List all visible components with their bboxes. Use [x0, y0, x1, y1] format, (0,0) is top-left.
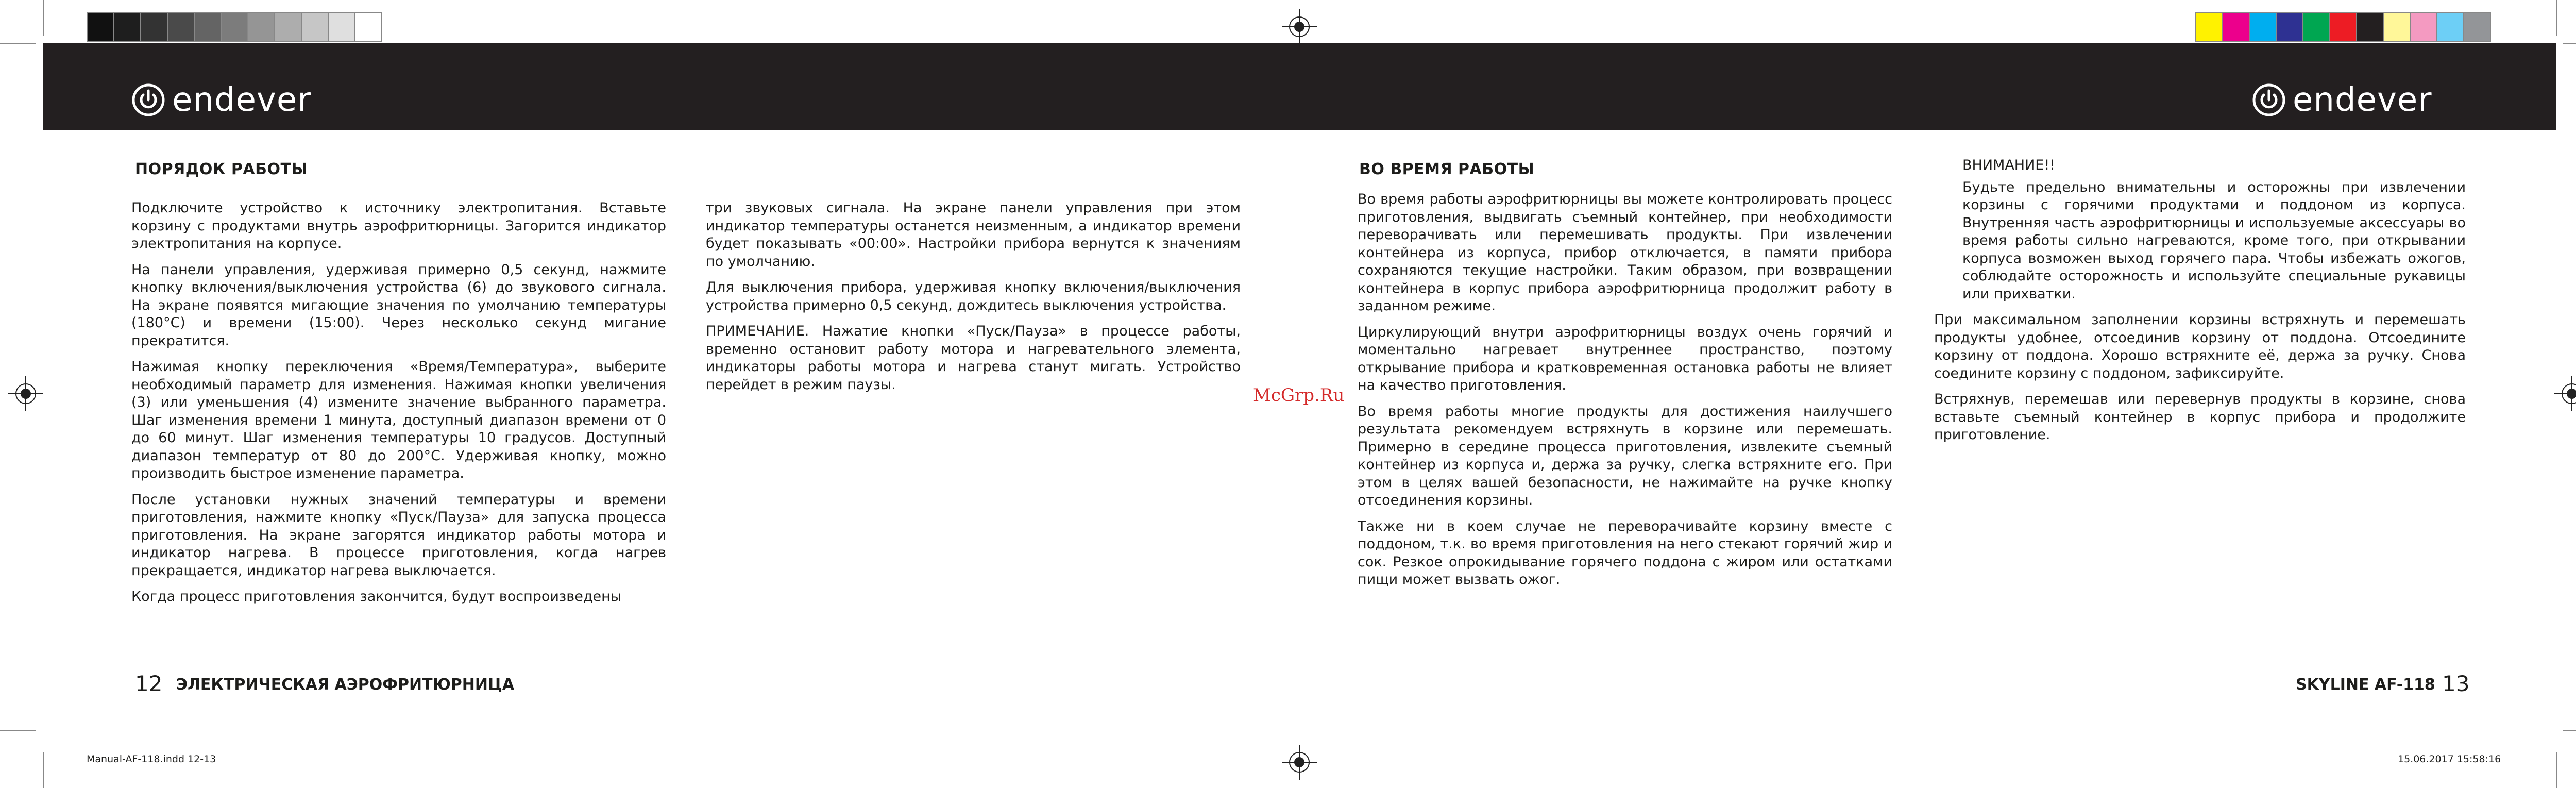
paragraph: Подключите устройство к источнику электропитания. Вставьте корзину с продуктами внутрь аэрофритюрницы. Загорится индикатор электропитания на корпусе. — [131, 200, 666, 252]
text-column-right-2 — [1934, 157, 2466, 452]
watermark: McGrp.Ru — [1253, 385, 1345, 406]
warning-title: ВНИМАНИЕ!! — [1962, 157, 2055, 173]
color-swatch — [221, 12, 248, 42]
color-swatch — [328, 12, 355, 42]
brand-logo-left — [132, 81, 312, 119]
crop-mark — [0, 730, 36, 731]
color-swatch — [354, 12, 382, 42]
color-swatch — [87, 12, 114, 42]
footer-title-left: ЭЛЕКТРИЧЕСКАЯ АЭРОФРИТЮРНИЦА — [176, 676, 515, 694]
crop-mark — [2556, 752, 2557, 788]
paragraph: три звуковых сигнала. На экране панели управления при этом индикатор температуры останется неизменным, а индикатор времени будет показывать «00:00». Настройки прибора вернутся к значениям по умолчанию. — [706, 200, 1241, 270]
paragraph: Во время работы многие продукты для достижения наилучшего результата рекомендуем встряхнуть в корзине или перемешать. Примерно в середине процесса приготовления, извлеките съемный контейнер из корпуса и, держа за ручку, слегка встряхните его. При этом в целях вашей безопасности, не нажимайте на ручке кнопку отсоединения корзины. — [1358, 403, 1892, 508]
grayscale-color-bar — [87, 12, 381, 42]
color-swatch — [2222, 12, 2250, 42]
color-swatch — [2383, 12, 2411, 42]
color-swatch — [2463, 12, 2491, 42]
paragraph: Когда процесс приготовления закончится, будут воспроизведены — [131, 589, 622, 605]
paragraph: ПРИМЕЧАНИЕ. Нажатие кнопки «Пуск/Пауза» в процессе работы, временно остановит работу мотора и нагревательного элемента, индикаторы работы мотора и нагрева станут мигать. Устройство перейдет в режим паузы. — [706, 323, 1241, 393]
color-swatch — [2302, 12, 2330, 42]
paragraph: Нажимая кнопку переключения «Время/Температура», выберите необходимый параметр для изменения. Нажимая кнопки увеличения (3) или уменьшения (4) измените значение выбранного параметра. Шаг изменения времени 1 минута, доступный диапазон времени от 0 до 60 минут. Шаг изменения температуры 10 градусов. Доступный диапазон температур от 80 до 200°C. Удерживая кнопку, можно производить быстрое изменение параметра. — [131, 359, 666, 481]
color-swatch — [2410, 12, 2437, 42]
registration-mark-top — [1289, 16, 1310, 37]
header-band — [43, 43, 2556, 130]
paragraph: Циркулирующий внутри аэрофритюрницы воздух очень горячий и моментально нагревает внутреннее пространство, поэтому открывание прибора и кратковременная остановка работы не влияет на качество приготовления. — [1358, 324, 1892, 393]
brand-logo-right — [2252, 81, 2432, 119]
paragraph: Во время работы аэрофритюрницы вы можете контролировать процесс приготовления, выдвигать съемный контейнер, при необходимости переворачивать или перемешивать продукты. При извлечении контейнера из корпуса, прибор отключается, в памяти прибора сохраняются текущие настройки. Таким образом, при возвращении контейнера в корпус прибора аэрофритюрница продолжит работу в заданном режиме. — [1358, 191, 1892, 314]
color-swatch — [274, 12, 302, 42]
text-column-left-1 — [131, 199, 666, 614]
crop-mark — [2563, 43, 2576, 44]
registration-mark-bottom — [1289, 752, 1310, 773]
section-heading-operation: ПОРЯДОК РАБОТЫ — [135, 160, 308, 178]
color-swatch — [2329, 12, 2357, 42]
page-number-left: 12 — [135, 671, 163, 696]
color-swatch — [247, 12, 275, 42]
paragraph: Для выключения прибора, удерживая кнопку включения/выключения устройства примерно 0,5 секунд, дождитесь выключения устройства. — [706, 279, 1241, 313]
brand-name: endever — [2293, 81, 2432, 119]
color-swatch — [2356, 12, 2384, 42]
registration-mark-left — [15, 383, 36, 404]
color-swatch — [2249, 12, 2277, 42]
cmyk-color-bar — [2195, 12, 2490, 42]
slug-date-info: 15.06.2017 15:58:16 — [2398, 753, 2501, 765]
footer-title-right: SKYLINE AF-118 — [2296, 676, 2435, 694]
slug-file-info: Manual-AF-118.indd 12-13 — [87, 753, 216, 765]
color-swatch — [140, 12, 168, 42]
color-swatch — [2195, 12, 2223, 42]
power-icon — [132, 83, 165, 116]
color-swatch — [113, 12, 141, 42]
warning-text: Будьте предельно внимательны и осторожны при извлечении корзины с горячими продуктами и поддоном из корпуса. Внутренняя часть аэрофритюрницы и используемые аксессуары во время работы сильно нагреваются, кроме того, при открывании корпуса возможен выход горячего пара. Чтобы избежать ожогов, соблюдайте осторожность и используйте специальные рукавицы или прихватки. — [1962, 179, 2466, 302]
color-swatch — [301, 12, 329, 42]
color-swatch — [2276, 12, 2303, 42]
color-swatch — [194, 12, 222, 42]
color-swatch — [2436, 12, 2464, 42]
crop-mark — [0, 43, 36, 44]
color-swatch — [167, 12, 195, 42]
power-icon — [2252, 83, 2285, 116]
paragraph: На панели управления, удерживая примерно 0,5 секунд, нажмите кнопку включения/выключения устройства (6) до звукового сигнала. На экране появятся мигающие значения по умолчанию температуры (180°C) и времени (15:00). Через несколько секунд мигание прекратится. — [131, 261, 666, 349]
paragraph: После установки нужных значений температуры и времени приготовления, нажмите кнопку «Пуск/Пауза» для запуска процесса приготовления. На экране загорятся индикатор работы мотора и индикатор нагрева. В процессе приготовления, когда нагрев прекращается, индикатор нагрева выключается. — [131, 491, 666, 579]
paragraph: Также ни в коем случае не переворачивайте корзину вместе с поддоном, т.к. во время приготовления на него стекают горячий жир и сок. Резкое опрокидывание горячего поддона с жиром или остатками пищи может вызвать ожог. — [1358, 518, 1892, 588]
paragraph: При максимальном заполнении корзины встряхнуть и перемешать продукты удобнее, отсоединив корзину от поддона. Отсоедините корзину от поддона. Хорошо встряхните её, держа за ручку. Снова соедините корзину с поддоном, зафиксируйте. — [1934, 312, 2466, 381]
crop-mark — [2563, 730, 2576, 731]
text-column-left-2 — [706, 199, 1241, 402]
brand-name: endever — [172, 81, 312, 119]
warning-block — [1934, 157, 2466, 303]
crop-mark — [43, 752, 44, 788]
crop-mark — [2556, 0, 2557, 36]
section-heading-during-operation: ВО ВРЕМЯ РАБОТЫ — [1359, 160, 1535, 178]
registration-mark-right — [2562, 383, 2576, 404]
text-column-right-1 — [1358, 191, 1892, 597]
paragraph: Встряхнув, перемешав или перевернув продукты в корзине, снова вставьте съемный контейнер в корпус прибора и продолжите приготовление. — [1934, 391, 2466, 443]
crop-mark — [43, 0, 44, 36]
page-number-right: 13 — [2442, 671, 2470, 696]
